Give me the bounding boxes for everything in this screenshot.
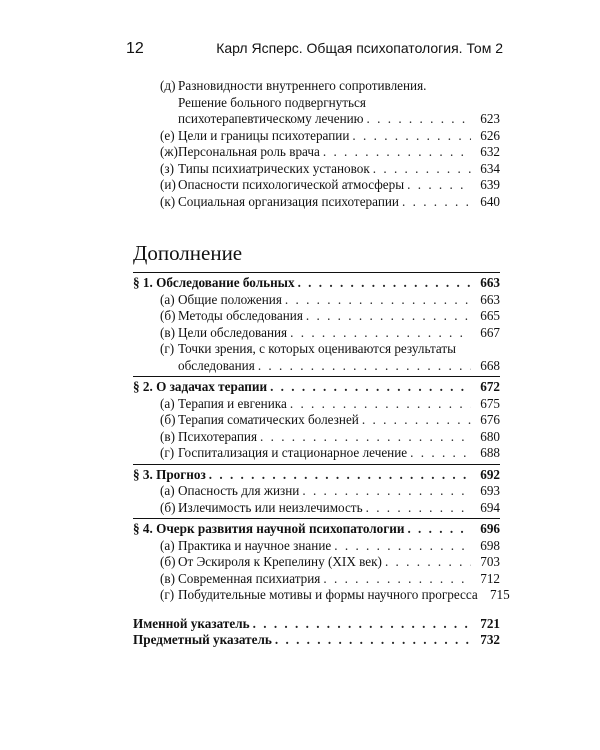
toc-entry-s2-a[interactable] bbox=[133, 396, 500, 413]
toc-page-number: 721 bbox=[480, 615, 500, 631]
toc-entry-title: Методы обследования bbox=[178, 308, 303, 323]
toc-entry-marker: (в) bbox=[160, 428, 176, 444]
toc-page-number: 688 bbox=[480, 445, 500, 460]
dot-leader bbox=[367, 111, 471, 128]
toc-entry-marker: (а) bbox=[160, 291, 175, 307]
toc-entry-title: Терапия соматических болезней bbox=[178, 412, 359, 427]
toc-entry-s1-g[interactable] bbox=[133, 341, 500, 358]
toc-entry-marker: (е) bbox=[160, 127, 175, 143]
toc-entry-s1-b[interactable] bbox=[133, 308, 500, 325]
toc-section-title: § 4. Очерк развития научной психопатологии bbox=[133, 521, 405, 536]
spacer bbox=[133, 604, 500, 616]
toc-entry-marker: (г) bbox=[160, 445, 175, 460]
dot-leader bbox=[362, 412, 471, 429]
toc-entry-marker: (д) bbox=[160, 78, 176, 93]
toc-entry-s2-v[interactable] bbox=[133, 429, 500, 446]
toc-page-number: 715 bbox=[489, 587, 510, 602]
toc-entry-title: Госпитализация и стационарное лечение bbox=[178, 445, 408, 460]
toc-page-number: 693 bbox=[480, 483, 500, 498]
toc-page-number: 712 bbox=[480, 570, 500, 586]
toc-entry-s4-v[interactable] bbox=[133, 571, 500, 588]
toc-entry-marker: (к) bbox=[160, 193, 176, 209]
toc-section-2[interactable] bbox=[133, 379, 500, 396]
toc-entry-s3-b[interactable] bbox=[133, 500, 500, 517]
dot-leader bbox=[385, 554, 471, 571]
toc-entry-e[interactable] bbox=[133, 128, 500, 145]
toc-page-number: 634 bbox=[480, 160, 500, 176]
toc-entry-k[interactable] bbox=[133, 194, 500, 211]
page-number: 12 bbox=[126, 40, 144, 57]
dot-leader bbox=[302, 483, 471, 500]
toc-page-number: 623 bbox=[480, 111, 500, 126]
toc-page-number: 696 bbox=[480, 521, 500, 536]
toc-page-number: 640 bbox=[480, 193, 500, 209]
toc-entry-marker: (б) bbox=[160, 412, 176, 427]
toc-entry-marker: (ж) bbox=[160, 144, 178, 159]
toc-page-number: 663 bbox=[480, 275, 500, 290]
section-rule bbox=[133, 376, 500, 377]
toc-page-number: 639 bbox=[480, 177, 500, 192]
toc-entry-title-tail: обследования bbox=[178, 357, 255, 373]
toc-section-title: § 2. О задачах терапии bbox=[133, 379, 268, 394]
toc-entry-marker: (б) bbox=[160, 499, 176, 515]
toc-entry-marker: (а) bbox=[160, 537, 175, 553]
toc-entry-title: Побудительные мотивы и формы научного прогресса bbox=[178, 587, 478, 602]
toc-entry-title: Практика и научное знание bbox=[178, 537, 332, 553]
toc-entry-title: От Эскироля к Крепелину (XIX век) bbox=[178, 554, 382, 569]
toc-entry-marker: (г) bbox=[160, 341, 175, 356]
dot-leader bbox=[209, 467, 471, 484]
toc-page-number: 672 bbox=[480, 379, 500, 394]
toc-entry-s2-g[interactable] bbox=[133, 445, 500, 462]
dot-leader bbox=[290, 325, 471, 342]
toc-entry-title: Современная психиатрия bbox=[178, 570, 321, 586]
toc-entry-title-tail: психотерапевтическому лечению bbox=[178, 111, 364, 126]
heading-rule bbox=[133, 272, 500, 273]
toc-entry-title: Терапия и евгеника bbox=[178, 395, 287, 411]
toc-index-names[interactable] bbox=[133, 616, 500, 633]
toc-entry-title: Социальная организация психотерапии bbox=[178, 193, 399, 209]
toc-entry-s3-a[interactable] bbox=[133, 483, 500, 500]
dot-leader bbox=[373, 161, 471, 178]
toc-entry-continuation-last[interactable] bbox=[133, 358, 500, 375]
toc-page-number: 703 bbox=[480, 554, 500, 569]
dot-leader bbox=[352, 128, 471, 145]
page-header bbox=[126, 40, 503, 62]
toc-entry-s4-g[interactable] bbox=[133, 587, 510, 604]
dot-leader bbox=[285, 292, 471, 309]
section-rule bbox=[133, 518, 500, 519]
dot-leader bbox=[260, 429, 471, 446]
dot-leader bbox=[298, 275, 471, 292]
toc-entry-marker: (в) bbox=[160, 324, 176, 340]
dot-leader bbox=[407, 521, 471, 538]
toc-entry-title: Цели и границы психотерапии bbox=[178, 127, 350, 143]
toc-entry-title: Типы психиатрических установок bbox=[178, 160, 370, 176]
dot-leader bbox=[407, 177, 471, 194]
toc-page-number: 668 bbox=[480, 357, 500, 373]
toc-entry-s1-v[interactable] bbox=[133, 325, 500, 342]
toc-section-1[interactable] bbox=[133, 275, 500, 292]
toc-section-title: § 1. Обследование больных bbox=[133, 275, 295, 290]
dot-leader bbox=[366, 500, 471, 517]
dot-leader bbox=[402, 194, 471, 211]
table-of-contents bbox=[133, 78, 510, 649]
toc-page-number: 694 bbox=[480, 499, 500, 515]
toc-index-title: Предметный указатель bbox=[133, 632, 272, 647]
toc-entry-marker: (з) bbox=[160, 160, 174, 176]
toc-entry-z[interactable] bbox=[133, 161, 500, 178]
dot-leader bbox=[253, 616, 471, 633]
toc-entry-s2-b[interactable] bbox=[133, 412, 500, 429]
toc-entry-title: Персональная роль врача bbox=[178, 144, 320, 159]
toc-index-title: Именной указатель bbox=[133, 615, 250, 631]
toc-section-4[interactable] bbox=[133, 521, 500, 538]
toc-page-number: 663 bbox=[480, 291, 500, 307]
toc-entry-s4-a[interactable] bbox=[133, 538, 500, 555]
section-rule bbox=[133, 464, 500, 465]
toc-page-number: 667 bbox=[480, 324, 500, 340]
toc-entry-title: Психотерапия bbox=[178, 428, 258, 444]
dot-leader bbox=[323, 571, 471, 588]
toc-entry-continuation: Решение больного подвергнуться bbox=[178, 94, 366, 110]
toc-entry-title: Цели обследования bbox=[178, 324, 288, 340]
toc-entry-zh[interactable] bbox=[133, 144, 500, 161]
toc-entry-marker: (и) bbox=[160, 177, 176, 192]
toc-entry-title: Разновидности внутреннего сопротивления. bbox=[178, 78, 427, 93]
supplement-heading: Дополнение bbox=[133, 241, 243, 265]
dot-leader bbox=[306, 308, 471, 325]
toc-entry-marker: (а) bbox=[160, 395, 175, 411]
toc-entry-s4-b[interactable] bbox=[133, 554, 500, 571]
toc-entry-title: Опасность для жизни bbox=[178, 483, 300, 498]
toc-entry-continuation-last[interactable] bbox=[133, 111, 500, 128]
dot-leader bbox=[275, 632, 471, 649]
toc-index-subjects[interactable] bbox=[133, 632, 500, 649]
dot-leader bbox=[410, 445, 471, 462]
toc-page-number: 692 bbox=[480, 466, 500, 482]
toc-page-number: 632 bbox=[480, 144, 500, 159]
dot-leader bbox=[290, 396, 471, 413]
toc-section-3[interactable] bbox=[133, 467, 500, 484]
toc-entry-marker: (а) bbox=[160, 483, 175, 498]
toc-page-number: 675 bbox=[480, 395, 500, 411]
dot-leader bbox=[258, 358, 471, 375]
toc-entry-marker: (б) bbox=[160, 554, 176, 569]
toc-page-number: 698 bbox=[480, 537, 500, 553]
toc-entry-marker: (г) bbox=[160, 587, 175, 602]
toc-page-number: 665 bbox=[480, 308, 500, 323]
toc-entry-marker: (б) bbox=[160, 308, 176, 323]
dot-leader bbox=[334, 538, 471, 555]
toc-entry-title: Опасности психологической атмосферы bbox=[178, 177, 405, 192]
toc-page-number: 626 bbox=[480, 127, 500, 143]
toc-entry-title: Точки зрения, с которых оцениваются результаты bbox=[178, 341, 457, 356]
dot-leader bbox=[323, 144, 471, 161]
toc-entry-title: Общие положения bbox=[178, 291, 282, 307]
toc-entry-title: Излечимость или неизлечимость bbox=[178, 499, 363, 515]
toc-entry-s1-a[interactable] bbox=[133, 292, 500, 309]
toc-entry-marker: (в) bbox=[160, 570, 176, 586]
toc-entry-i[interactable] bbox=[133, 177, 500, 194]
toc-page-number: 680 bbox=[480, 428, 500, 444]
toc-section-title: § 3. Прогноз bbox=[133, 466, 206, 482]
dot-leader bbox=[270, 379, 471, 396]
toc-page-number: 676 bbox=[480, 412, 500, 427]
running-title: Карл Ясперс. Общая психопатология. Том 2 bbox=[216, 40, 503, 56]
toc-entry-d[interactable] bbox=[133, 78, 500, 95]
toc-page-number: 732 bbox=[480, 632, 500, 647]
